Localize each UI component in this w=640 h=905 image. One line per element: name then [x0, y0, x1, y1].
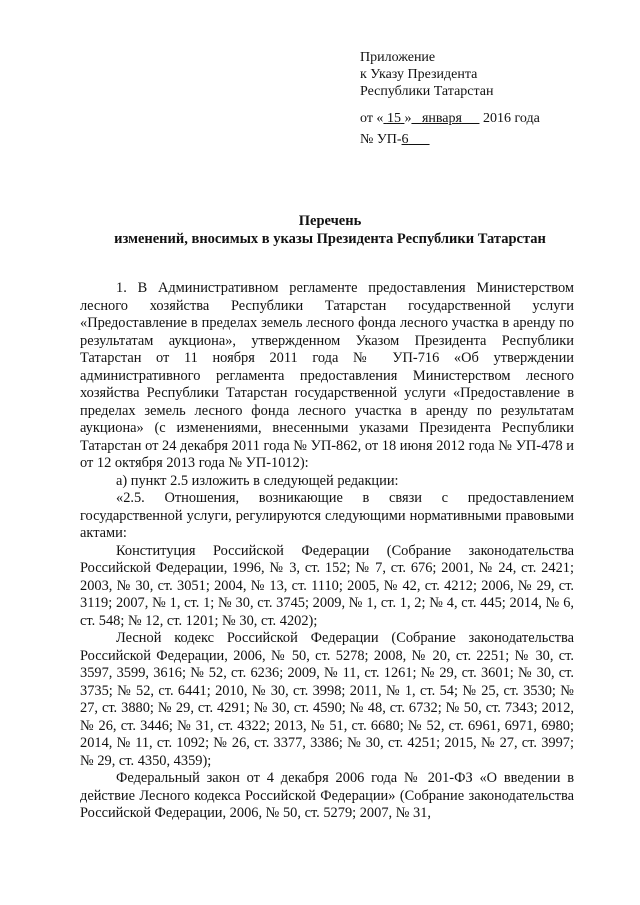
- paragraph-1: 1. В Административном регламенте предоставления Министерством лесного хозяйства Республики Татарстан государственной услуги «Предоставление в пределах земель лесного фонда лесного участка в аренду по результатам аукциона», утвержденном Указом Президента Республики Татарстан от 11 ноября 2011 года № УП-716 «Об утверждении административного регламента предоставления Министерством лесного хозяйства Республики Татарстан государственной услуги «Предоставление в пределах земель лесного фонда лесного участка в аренду по результатам аукциона» (с изменениями, внесенными указами Президента Республики Татарстан от 24 декабря 2011 года № УП-862, от 18 июня 2012 года № УП-478 и от 12 октября 2013 года № УП-1012):: [80, 280, 574, 471]
- appendix-gap: [360, 100, 540, 110]
- appendix-date: [360, 110, 540, 127]
- appendix-label: Приложение: [360, 50, 436, 65]
- date-prefix: от «: [360, 111, 384, 126]
- appendix-block: [360, 49, 540, 148]
- paragraph-6: Федеральный закон от 4 декабря 2006 года № 201-ФЗ «О введении в действие Лесного кодекса Российской Федерации» (Собрание законодательства Российской Федерации, 2006, № 50, ст. 5279; 2007, № 31,: [80, 770, 574, 821]
- number-prefix: № УП-: [360, 132, 402, 147]
- title-line-1: Перечень: [298, 213, 362, 229]
- paragraph-3: «2.5. Отношения, возникающие в связи с предоставлением государственной услуги, регулируются следующими нормативными правовыми актами:: [80, 490, 574, 541]
- date-year: 2016 года: [482, 111, 540, 126]
- number-value: 6: [401, 132, 409, 147]
- date-mid: »: [404, 111, 412, 126]
- paragraph-2: а) пункт 2.5 изложить в следующей редакции:: [116, 472, 399, 489]
- title-line-2: изменений, вносимых в указы Президента Республики Татарстан: [114, 231, 546, 247]
- date-month: января: [421, 111, 462, 126]
- appendix-number: [360, 131, 540, 148]
- document-body: [80, 280, 574, 823]
- appendix-decree-ref: к Указу Президента: [360, 67, 478, 82]
- document-title: [60, 212, 600, 248]
- appendix-republic: Республики Татарстан: [360, 84, 494, 99]
- date-day: 15: [386, 111, 401, 126]
- paragraph-4: Конституция Российской Федерации (Собрание законодательства Российской Федерации, 1996, № 3, ст. 152; № 7, ст. 676; 2001, № 24, ст. 2421; 2003, № 30, ст. 3051; 2004, № 13, ст. 1110; 2005, № 42, ст. 4212; 2006, № 29, ст. 3119; 2007, № 1, ст. 1; № 30, ст. 3745; 2009, № 1, ст. 1, 2; № 4, ст. 445; 2014, № 6, ст. 548; № 12, ст. 1201; № 30, ст. 4202);: [80, 542, 574, 629]
- paragraph-5: Лесной кодекс Российской Федерации (Собрание законодательства Российской Федерации, 2006, № 50, ст. 5278; 2008, № 20, ст. 2251; № 30, ст. 3597, 3599, 3616; № 52, ст. 6236; 2009, № 11, ст. 1261; № 29, ст. 3601; № 30, ст. 3735; № 52, ст. 6441; 2010, № 30, ст. 3998; 2011, № 1, ст. 54; № 25, ст. 3530; № 27, ст. 3880; № 29, ст. 4291; № 30, ст. 4590; № 48, ст. 6732; № 50, ст. 7343; 2012, № 26, ст. 3446; № 31, ст. 4322; 2013, № 51, ст. 6680; № 52, ст. 6961, 6971, 6980; 2014, № 11, ст. 1092; № 26, ст. 3377, 3386; № 30, ст. 4251; 2015, № 27, ст. 3997; № 29, ст. 4350, 4359);: [80, 630, 574, 769]
